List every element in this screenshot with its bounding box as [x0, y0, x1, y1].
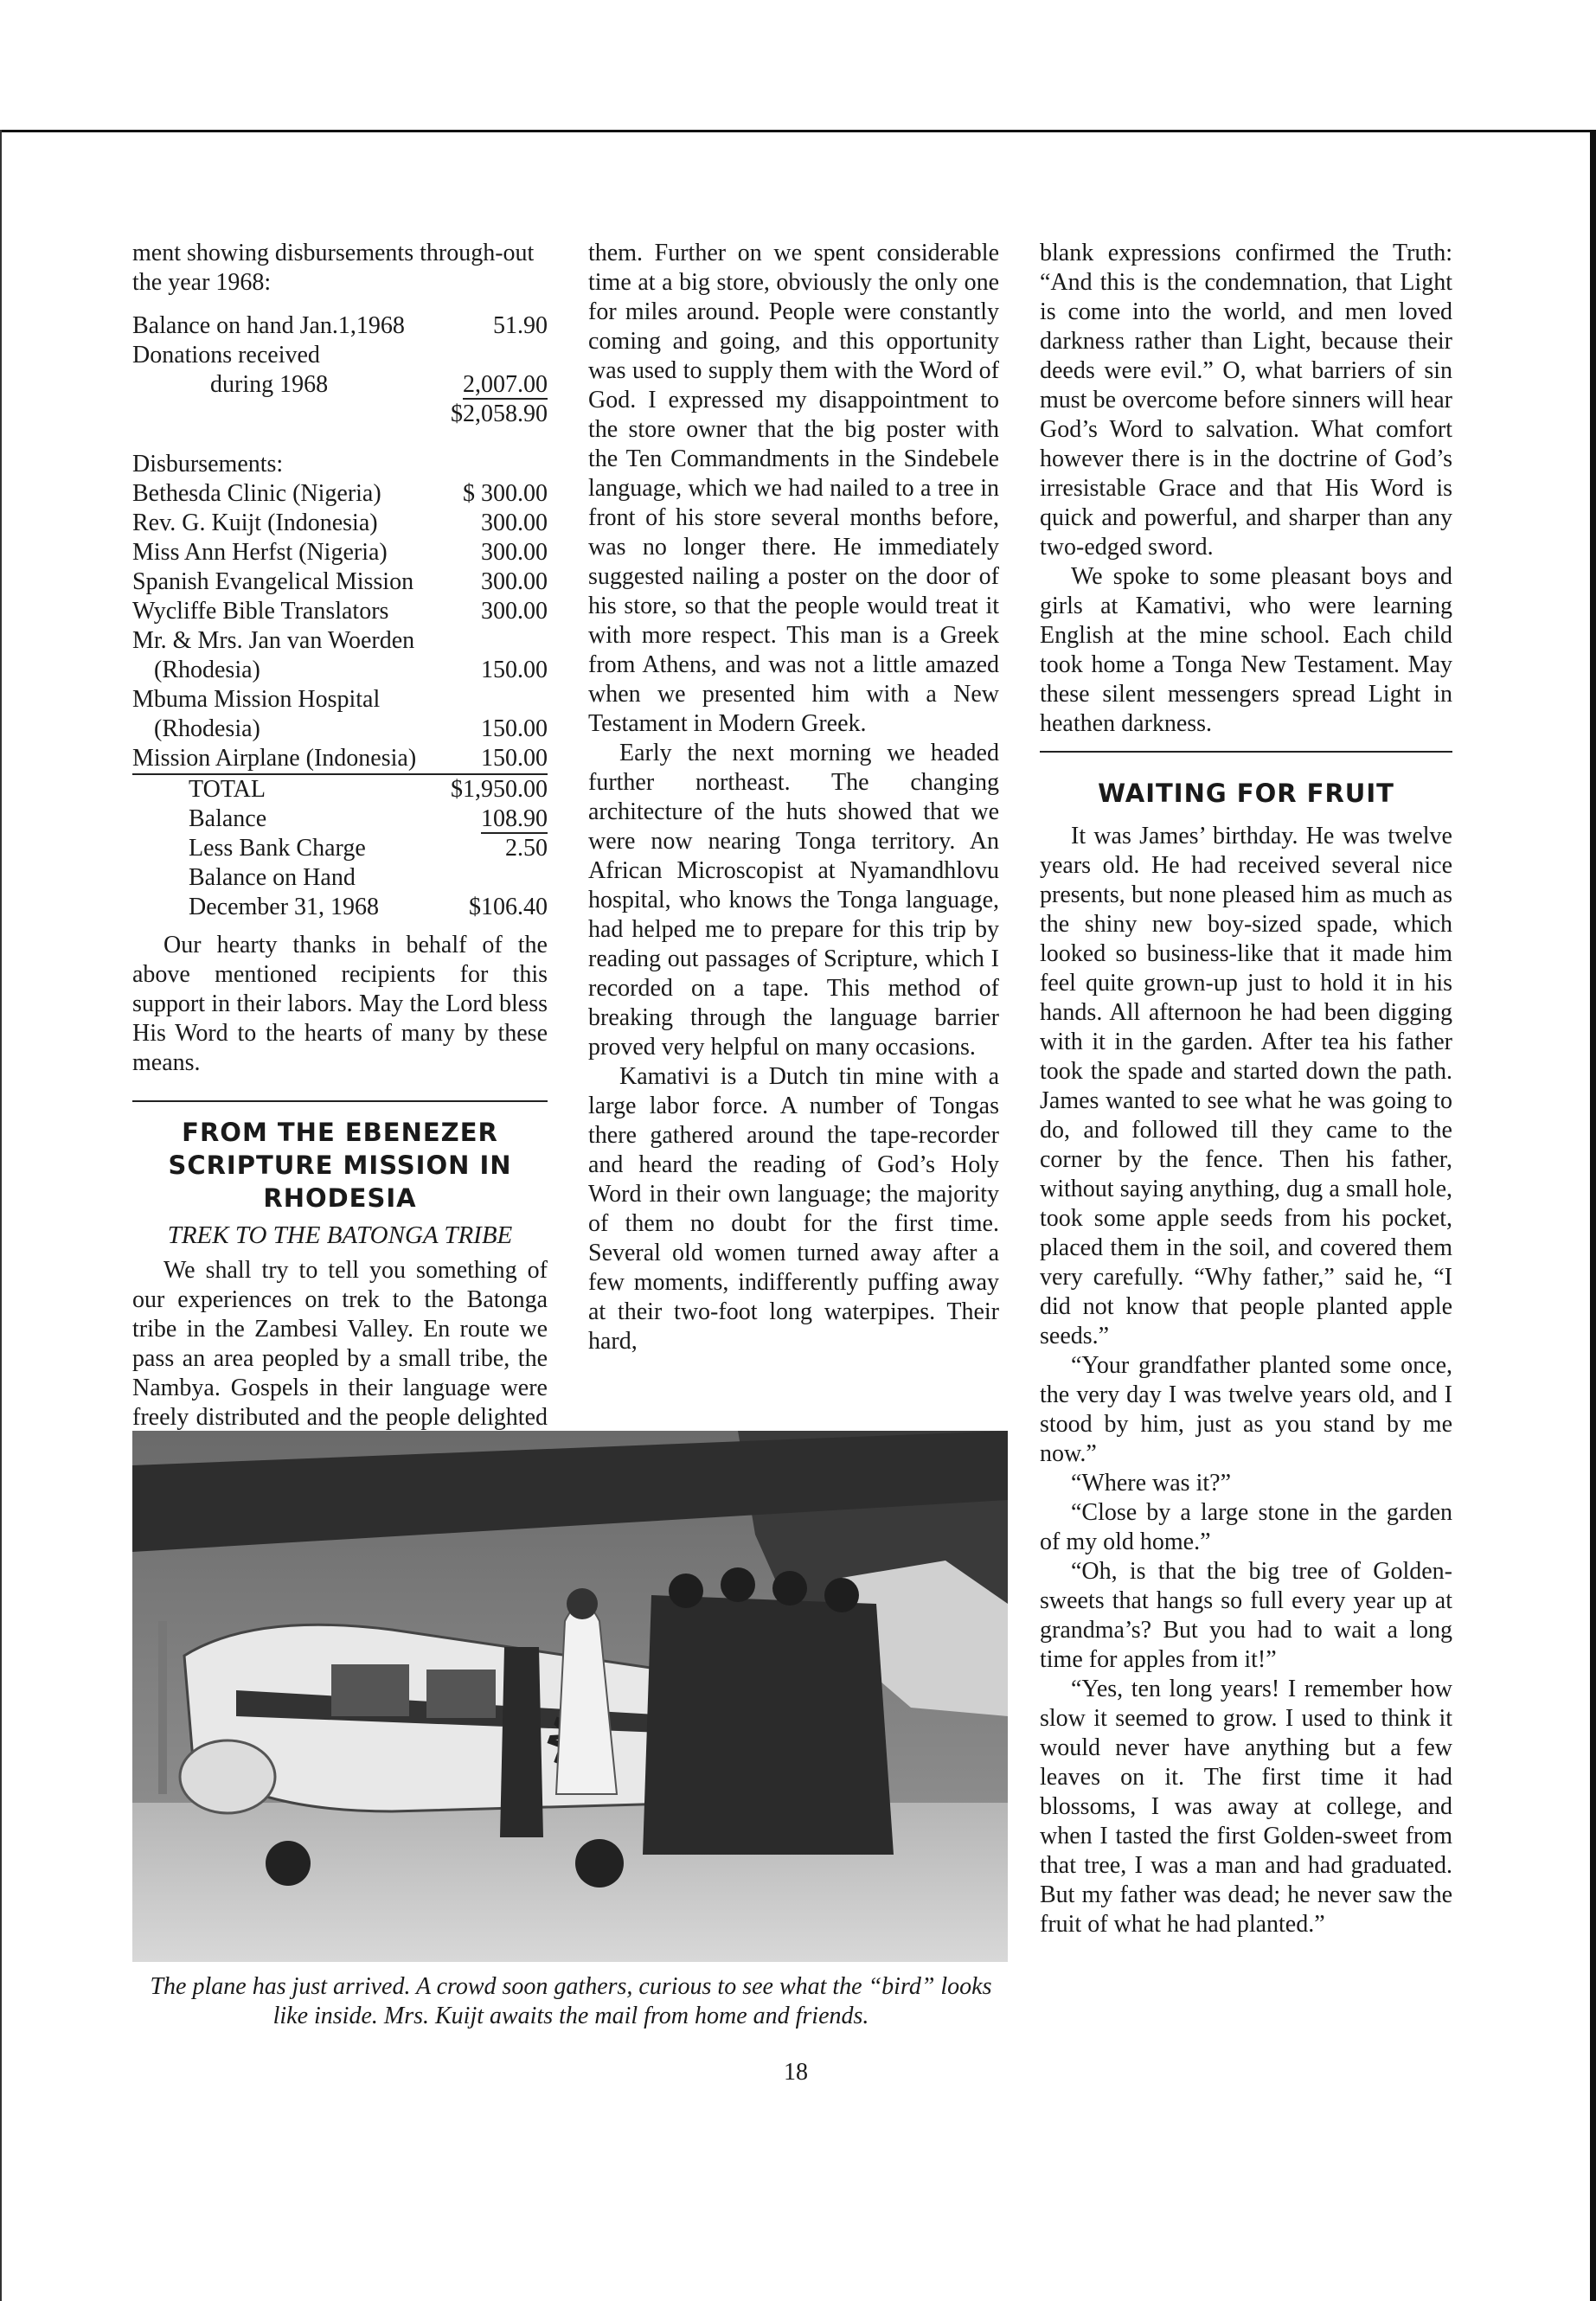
ledger-row-subtotal: [132, 400, 548, 429]
ledger-row: [132, 744, 548, 775]
ledger-label: Wycliffe Bible Translators: [132, 598, 389, 625]
person: [500, 1647, 543, 1837]
ledger-row-total: [132, 775, 548, 804]
airplane-window: [426, 1670, 496, 1718]
ledger-row-during: [132, 370, 548, 400]
ledger-subtotal: $2,058.90: [451, 401, 548, 427]
ledger-row: [132, 804, 548, 834]
article-paragraph: “Your grandfather planted some once, the very day I was twelve years old, and I stood by him, just as you stand by me now.”: [1040, 1352, 1452, 1467]
ledger-label-mbuma: Mbuma Mission Hospital: [132, 686, 381, 713]
article-paragraph: them. Further on we spent considerable time at a big store, obviously the only one for miles around. People were constantly coming and going, and this opportunity was used to supply them with the Word of God. I expressed my disappointment to the store owner that the big poster with the Ten Commandments in the Sindebele language, which we had nailed to a tree in front of his store several months before, was no longer there. He immediately suggested nailing a poster on the door of his store, so that the people would treat it with more respect. This man is a Greek from Athens, and was not a little amazed when we presented him with a New Testament in Modern Greek.: [588, 240, 999, 737]
article-heading: WAITING FOR FRUIT: [1098, 779, 1394, 808]
person-head: [824, 1578, 859, 1612]
ledger-amount: 108.90: [481, 805, 548, 832]
ledger-row: [132, 834, 548, 863]
person-head: [567, 1588, 598, 1619]
photo-illustration: [132, 1431, 1008, 1962]
ledger-label: TOTAL: [189, 776, 266, 803]
ledger-row: [132, 715, 548, 744]
ledger-amount: $106.40: [469, 894, 548, 920]
ledger-amount: 2.50: [505, 835, 548, 862]
article-paragraph: “Close by a large stone in the garden of my old home.”: [1040, 1499, 1452, 1555]
ledger-amount: 2,007.00: [463, 371, 548, 398]
ledger-label: Bethesda Clinic (Nigeria): [132, 480, 381, 507]
article-paragraph: “Yes, ten long years! I remember how slow it seemed to grow. I used to think it would never have anything but a few leaves on it. The first time it had blossoms, I was away at college, and when I tasted the first Golden-sweet from that tree, I was a man and had graduated. But my father was dead; he never saw the fruit of what he had planted.”: [1040, 1676, 1452, 1938]
ledger-label: Less Bank Charge: [189, 835, 366, 862]
ledger-intro: ment showing disbursements through-out the year 1968:: [132, 240, 535, 296]
ledger-row: [132, 656, 548, 685]
person-head: [721, 1567, 755, 1602]
ledger-row: [132, 597, 548, 626]
ledger-amount: $ 300.00: [463, 480, 548, 507]
ledger-label: Rev. G. Kuijt (Indonesia): [132, 510, 378, 536]
article-paragraph: Early the next morning we headed further northeast. The changing architecture of the huts showed that we were now nearing Tonga territory. An African Microscopist at Nyamandhlovu hospital, who knows the Tonga language, had helped me to prepare for this trip by reading out passages of Scripture, which I recorded on a tape. This method of breaking through the language barrier proved very helpful on many occasions.: [588, 740, 999, 1061]
ledger-row: [132, 538, 548, 567]
article-paragraph: We shall try to tell you something of our experiences on trek to the Batonga tribe in the Zambesi Valley. En route we pass an area peopled by a small tribe, the Nambya. Gospels in their language were freely distributed and the people delighted: [132, 1257, 548, 1431]
ledger-label: Spanish Evangelical Mission: [132, 568, 414, 595]
ledger-amount: 150.00: [481, 657, 548, 683]
photo-airplane-crowd: [132, 1431, 1008, 1962]
page-number: 18: [784, 2059, 808, 2086]
right-page-edge: [1590, 130, 1596, 2301]
top-rule: [0, 130, 1596, 132]
photo-caption: The plane has just arrived. A crowd soon gathers, curious to see what the “bird” looks like inside. Mrs. Kuijt awaits the mail from home and friends.: [150, 1973, 992, 2029]
column-1: [132, 239, 548, 1462]
column-3: [1040, 239, 1452, 1939]
article-heading: FROM THE EBENEZER SCRIPTURE MISSION IN RHODESIA: [168, 1118, 512, 1213]
person-head: [669, 1574, 703, 1608]
ledger-label: Balance: [189, 805, 267, 832]
ledger-label: Mission Airplane (Indonesia): [132, 745, 417, 772]
ledger-row-balance: [132, 311, 548, 341]
ledger-label: Miss Ann Herfst (Nigeria): [132, 539, 388, 566]
article-paragraph: We spoke to some pleasant boys and girls at Kamativi, who were learning English at the mine school. Each child took home a Tonga New Testament. May these silent messengers spread Light in heathen darkness.: [1040, 563, 1452, 737]
article-paragraph: Kamativi is a Dutch tin mine with a large labor force. A number of Tongas there gathered around the tape-recorder and heard the reading of God’s Holy Word in their own language; the majority of them no doubt for the first time. Several old women turned away after a few moments, indifferently puffing away at their two-foot long waterpipes. Their hard,: [588, 1063, 999, 1355]
propeller-blade: [158, 1621, 167, 1794]
airplane-nose: [180, 1740, 275, 1813]
ledger-label: (Rhodesia): [154, 657, 260, 683]
thanks-paragraph: Our hearty thanks in behalf of the above mentioned recipients for this support in their labors. May the Lord bless His Word to the hearts of many by these means.: [132, 932, 548, 1076]
ledger-row: [132, 893, 548, 922]
ledger-amount: 300.00: [481, 598, 548, 625]
ledger-row: [132, 509, 548, 538]
article-paragraph: “Oh, is that the big tree of Golden-sweets that hangs so full every year up at grandma’s? But you had to wait a long time for apples from it!”: [1040, 1558, 1452, 1673]
ledger-total: $1,950.00: [451, 776, 548, 803]
ledger-row: [132, 567, 548, 597]
disbursements-heading: Disbursements:: [132, 451, 284, 478]
ledger-label: during 1968: [210, 371, 329, 398]
article-paragraph: “Where was it?”: [1071, 1470, 1231, 1497]
ledger-label-woerden: Mr. & Mrs. Jan van Woerden: [132, 627, 415, 654]
article-subheading: TREK TO THE BATONGA TRIBE: [167, 1221, 513, 1249]
ledger-label: Balance on Hand: [189, 864, 356, 891]
crowd: [643, 1595, 894, 1855]
ledger-amount: 51.90: [493, 312, 548, 339]
ledger-label: December 31, 1968: [189, 894, 380, 920]
ledger-amount: 150.00: [481, 745, 548, 772]
ledger-label: Balance on hand Jan.1,1968: [132, 312, 405, 339]
ledger-amount: 150.00: [481, 715, 548, 742]
ledger-row: [132, 479, 548, 509]
person-head: [772, 1571, 807, 1606]
wheel: [266, 1841, 311, 1886]
article-paragraph: blank expressions confirmed the Truth: “And this is the condemnation, that Light is come into the world, and men loved darkness rather than Light, because their deeds were evil.” O, what barriers of sin must be overcome before sinners will hear God’s Word to salvation. What comfort however there is in the doctrine of God’s irresistable Grace and that His Word is quick and powerful, and sharper than any two-edged sword.: [1040, 240, 1452, 561]
airplane-window: [331, 1664, 409, 1716]
ledger-label: (Rhodesia): [154, 715, 260, 742]
column-2: [588, 239, 999, 1356]
wheel: [575, 1839, 624, 1888]
left-page-edge: [0, 130, 2, 2301]
ledger-donations-label: Donations received: [132, 342, 320, 369]
ledger-amount: 300.00: [481, 539, 548, 566]
ledger-amount: 300.00: [481, 510, 548, 536]
ledger-amount: 300.00: [481, 568, 548, 595]
article-paragraph: It was James’ birthday. He was twelve years old. He had received several nice presents, but none pleased him as much as the shiny new boy-sized spade, which looked so business-like that it made him feel quite grown-up just to hold it in his hands. All afternoon he had been digging with it in the garden. After tea his father took the spade and started down the path. James wanted to see what he was going to do, and followed till they came to the corner by the fence. Then his father, without saying anything, dug a small hole, took some apple seeds from his pocket, placed them in the soil, and covered them very carefully. “Why father,” said he, “I did not know that people planted apple seeds.”: [1040, 823, 1452, 1349]
